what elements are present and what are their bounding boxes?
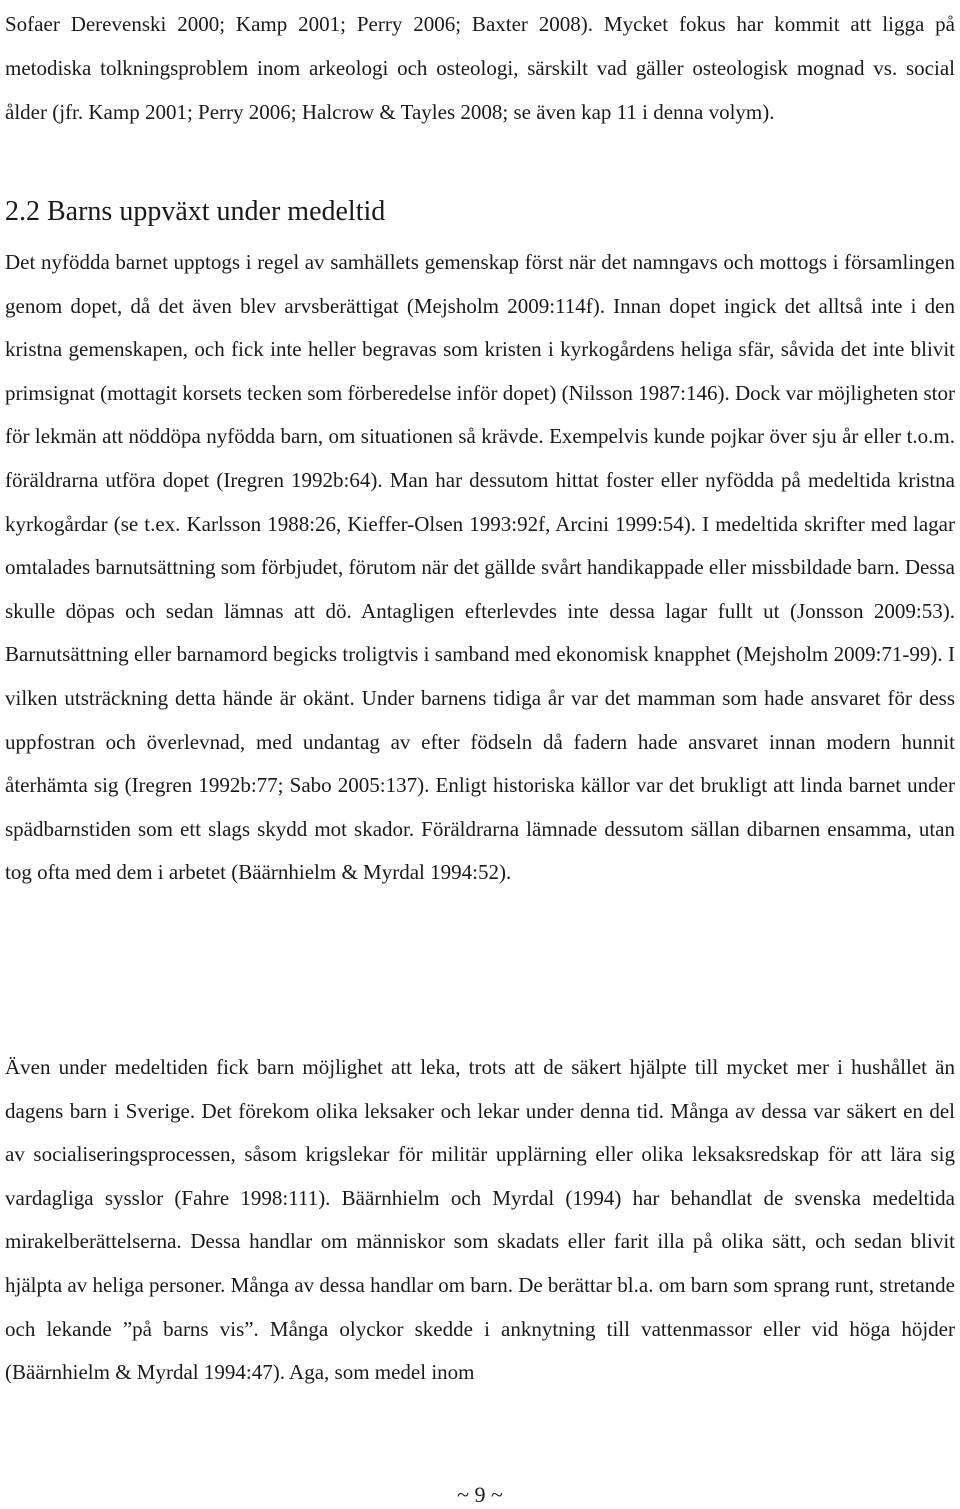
page-number: ~ 9 ~ (457, 1482, 503, 1507)
section-heading: 2.2 Barns uppväxt under medeltid (5, 196, 386, 227)
body-paragraph: Det nyfödda barnet upptogs i regel av samhällets gemenskap först när det namngavs och mottogs i församlingen genom dopet, då det även blev arvsberättigat (Mejsholm 2009:114f). Innan dopet ingick det alltså inte i den kristna gemenskapen, och fick inte heller begravas som kristen i kyrkogårdens heliga sfär, såvida det inte blivit primsignat (mottagit korsets tecken som förberedelse inför dopet) (Nilsson 1987:146). Dock var möjligheten stor för lekmän att nöddöpa nyfödda barn, om situationen så krävde. Exempelvis kunde pojkar över sju år eller t.o.m. föräldrarna utföra dopet (Iregren 1992b:64). Man har dessutom hittat foster eller nyfödda på medeltida kristna kyrkogårdar (se t.ex. Karlsson 1988:26, Kieffer-Olsen 1993:92f, Arcini 1999:54). I medeltida skrifter med lagar omtalades barnutsättning som förbjudet, förutom när det gällde svårt handikappade eller missbildade barn. Dessa skulle döpas och sedan lämnas att dö. Antagligen efterlevdes inte dessa lagar fullt ut (Jonsson 2009:53). Barnutsättning eller barnamord begicks troligtvis i samband med ekonomisk knapphet (Mejsholm 2009:71-99). I vilken utsträckning detta hände är okänt. Under barnens tidiga år var det mamman som hade ansvaret för dess uppfostran och överlevnad, med undantag av efter födseln då fadern hade ansvaret innan modern hunnit återhämta sig (Iregren 1992b:77; Sabo 2005:137). Enligt historiska källor var det brukligt att linda barnet under spädbarnstiden som ett slags skydd mot skador. Föräldrarna lämnade dessutom sällan dibarnen ensamma, utan tog ofta med dem i arbetet (Bäärnhielm & Myrdal 1994:52). (5, 250, 955, 885)
intro-paragraph: Sofaer Derevenski 2000; Kamp 2001; Perry 2006; Baxter 2008). Mycket fokus har kommit att ligga på metodiska tolkningsproblem inom arkeologi och osteologi, särskilt vad gäller osteologisk mognad vs. social ålder (jfr. Kamp 2001; Perry 2006; Halcrow & Tayles 2008; se även kap 11 i denna volym). (5, 12, 955, 124)
body-paragraph: Även under medeltiden fick barn möjlighet att leka, trots att de säkert hjälpte till mycket mer i hushållet än dagens barn i Sverige. Det förekom olika leksaker och lekar under denna tid. Många av dessa var säkert en del av socialiseringsprocessen, såsom krigslekar för militär upplärning eller olika leksaksredskap för att lära sig vardagliga sysslor (Fahre 1998:111). Bäärnhielm och Myrdal (1994) har behandlat de svenska medeltida mirakelberättelserna. Dessa handlar om människor som skadats eller farit illa på olika sätt, och sedan blivit hjälpta av heliga personer. Många av dessa handlar om barn. De berättar bl.a. om barn som sprang runt, stretande och lekande ”på barns vis”. Många olyckor skedde i anknytning till vattenmassor eller vid höga höjder (Bäärnhielm & Myrdal 1994:47). Aga, som medel inom (5, 1055, 955, 1385)
